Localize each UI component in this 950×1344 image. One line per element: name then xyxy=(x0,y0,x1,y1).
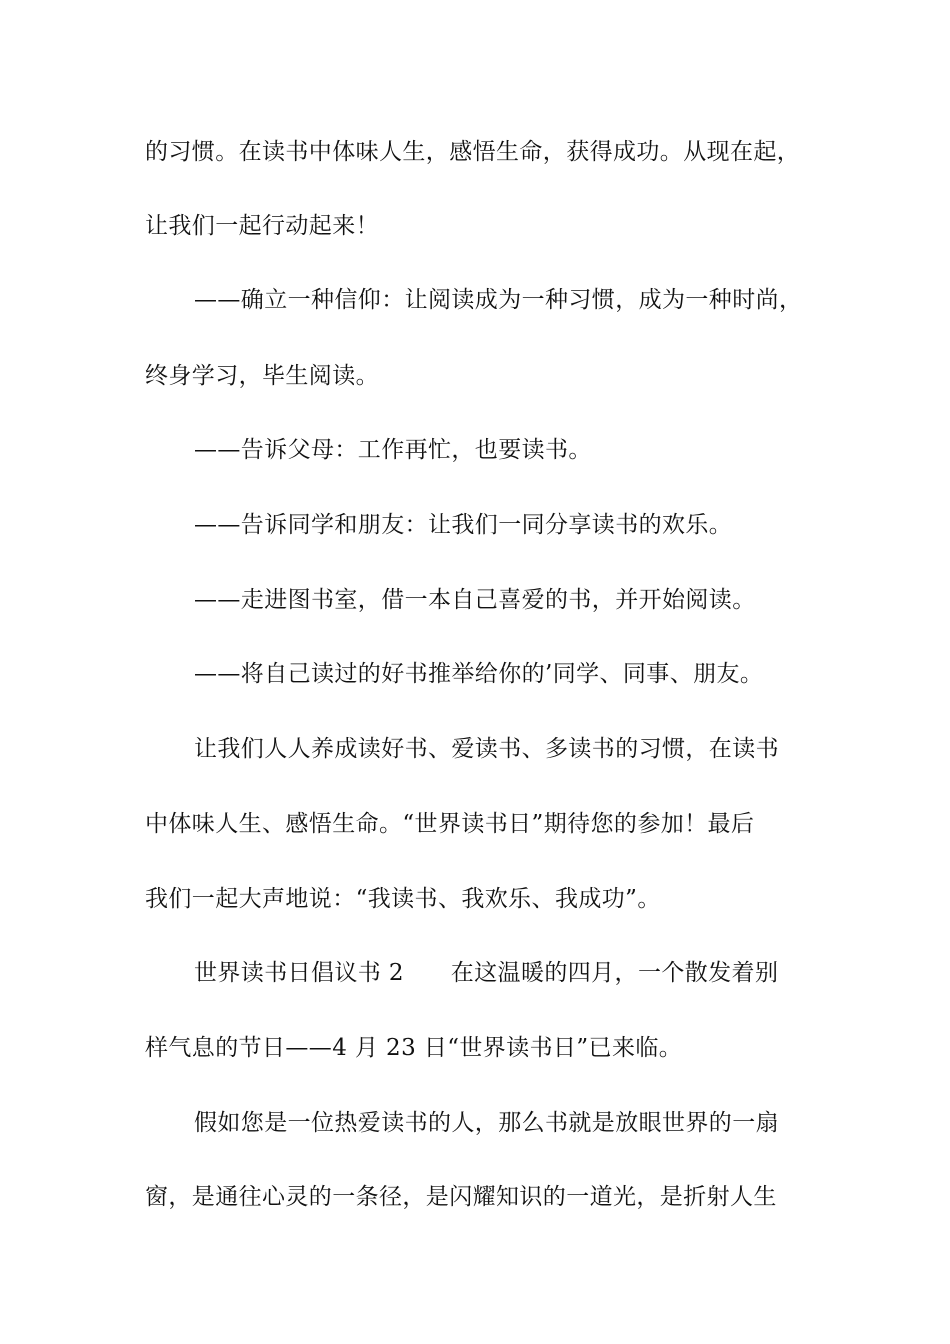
text-line: 假如您是一位热爱读书的人，那么书就是放眼世界的一扇 xyxy=(194,1110,779,1136)
text-line: 让我们人人养成读好书、爱读书、多读书的习惯，在读书 xyxy=(194,736,779,762)
text-line: 世界读书日倡议书 2 在这温暖的四月，一个散发着别 xyxy=(194,960,779,986)
text-line: 样气息的节日——4 月 23 日“世界读书日”已来临。 xyxy=(145,1035,683,1061)
text-line: 中体味人生、感悟生命。“世界读书日”期待您的参加！最后 xyxy=(145,811,755,837)
text-line: 窗，是通往心灵的一条径，是闪耀知识的一道光，是折射人生 xyxy=(145,1184,777,1210)
text-line: 我们一起大声地说：“我读书、我欢乐、我成功”。 xyxy=(145,886,661,912)
text-line: ——确立一种信仰：让阅读成为一种习惯，成为一种时尚， xyxy=(194,287,803,313)
text-line: 的习惯。在读书中体味人生，感悟生命，获得成功。从现在起， xyxy=(145,139,801,165)
text-line: ——将自己读过的好书推举给你的’同学、同事、朋友。 xyxy=(194,661,764,687)
text-line: 终身学习，毕生阅读。 xyxy=(145,363,379,389)
text-line: ——走进图书室，借一本自己喜爱的书，并开始阅读。 xyxy=(194,587,756,613)
text-line: ——告诉同学和朋友：让我们一同分享读书的欢乐。 xyxy=(194,512,733,538)
text-line: 让我们一起行动起来！ xyxy=(145,213,379,239)
text-line: ——告诉父母：工作再忙，也要读书。 xyxy=(194,437,592,463)
